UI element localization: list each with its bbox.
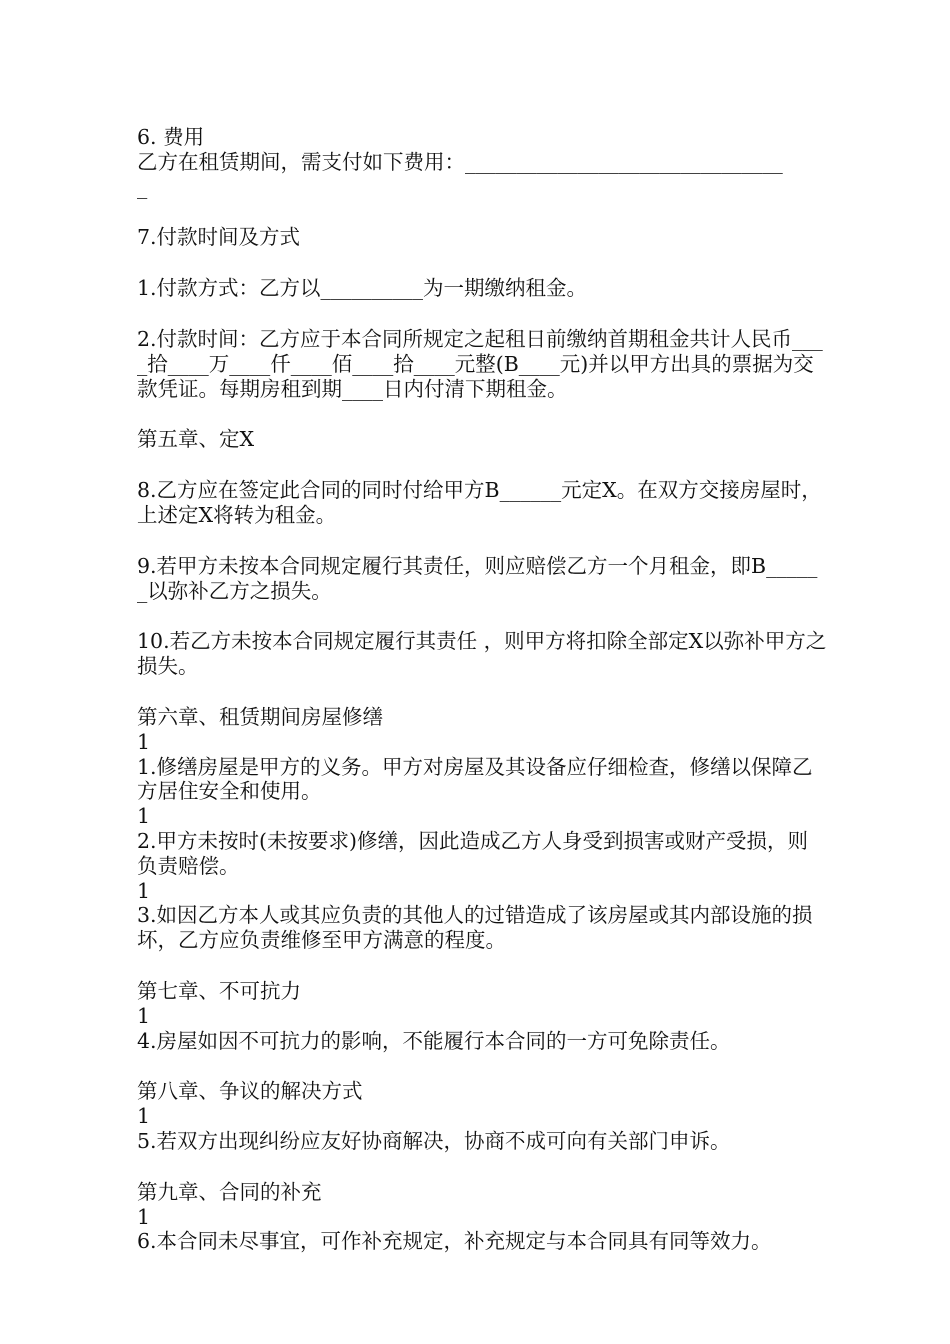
clause-6-2: 2.甲方未按时(未按要求)修缮，因此造成乙方人身受到损害或财产受损，则负责赔偿。	[137, 828, 809, 878]
clause-9: 9.若甲方未按本合同规定履行其责任，则应赔偿乙方一个月租金，即B______以弥补乙方之损失。	[137, 553, 818, 603]
list-marker: 1	[137, 1204, 151, 1229]
clause-payment-time: 2.付款时间：乙方应于本合同所规定之起租日前缴纳首期租金共计人民币____拾____万____仟____佰____拾____元整(B____元)并以甲方出具的票据为交款凭证。每期房租到期____日内付清下期租金。	[137, 326, 823, 401]
clause-10: 10.若乙方未按本合同规定履行其责任 ，则甲方将扣除全部定X以弥补甲方之损失。	[137, 629, 827, 679]
clause-8-5: 5.若双方出现纠纷应友好协商解决，协商不成可向有关部门申诉。	[137, 1128, 731, 1153]
chapter-heading-7: 第七章、不可抗力	[137, 978, 301, 1003]
chapter-heading-6: 第六章、租赁期间房屋修缮	[137, 704, 383, 729]
list-marker: 1	[137, 729, 151, 754]
list-marker: 1	[137, 1104, 151, 1129]
list-marker: 1	[137, 804, 151, 829]
section-heading-payment: 7.付款时间及方式	[137, 225, 301, 250]
chapter-heading-8: 第八章、争议的解决方式	[137, 1079, 363, 1104]
list-marker: 1	[137, 878, 151, 903]
section-heading-fees: 6. 费用	[137, 125, 205, 149]
clause-payment-method: 1.付款方式：乙方以__________为一期缴纳租金。	[137, 276, 588, 301]
paragraph-fees-continuation: _	[137, 174, 148, 199]
paragraph-fees-line: 乙方在租赁期间，需支付如下费用：_______________________________	[137, 149, 783, 174]
clause-6-1: 1.修缮房屋是甲方的义务。甲方对房屋及其设备应仔细检查，修缮以保障乙方居住安全和使用。	[137, 754, 813, 804]
document-body	[137, 125, 827, 1254]
list-marker: 1	[137, 1003, 151, 1028]
chapter-heading-5: 第五章、定X	[137, 427, 255, 452]
clause-9-6: 6.本合同未尽事宜，可作补充规定，补充规定与本合同具有同等效力。	[137, 1229, 772, 1254]
clause-8: 8.乙方应在签定此合同的同时付给甲方B______元定X。在双方交接房屋时，上述定X将转为租金。	[137, 478, 822, 527]
clause-6-3: 3.如因乙方本人或其应负责的其他人的过错造成了该房屋或其内部设施的损坏，乙方应负责维修至甲方满意的程度。	[137, 903, 813, 953]
clause-7-4: 4.房屋如因不可抗力的影响，不能履行本合同的一方可免除责任。	[137, 1028, 731, 1053]
chapter-heading-9: 第九章、合同的补充	[137, 1179, 322, 1204]
